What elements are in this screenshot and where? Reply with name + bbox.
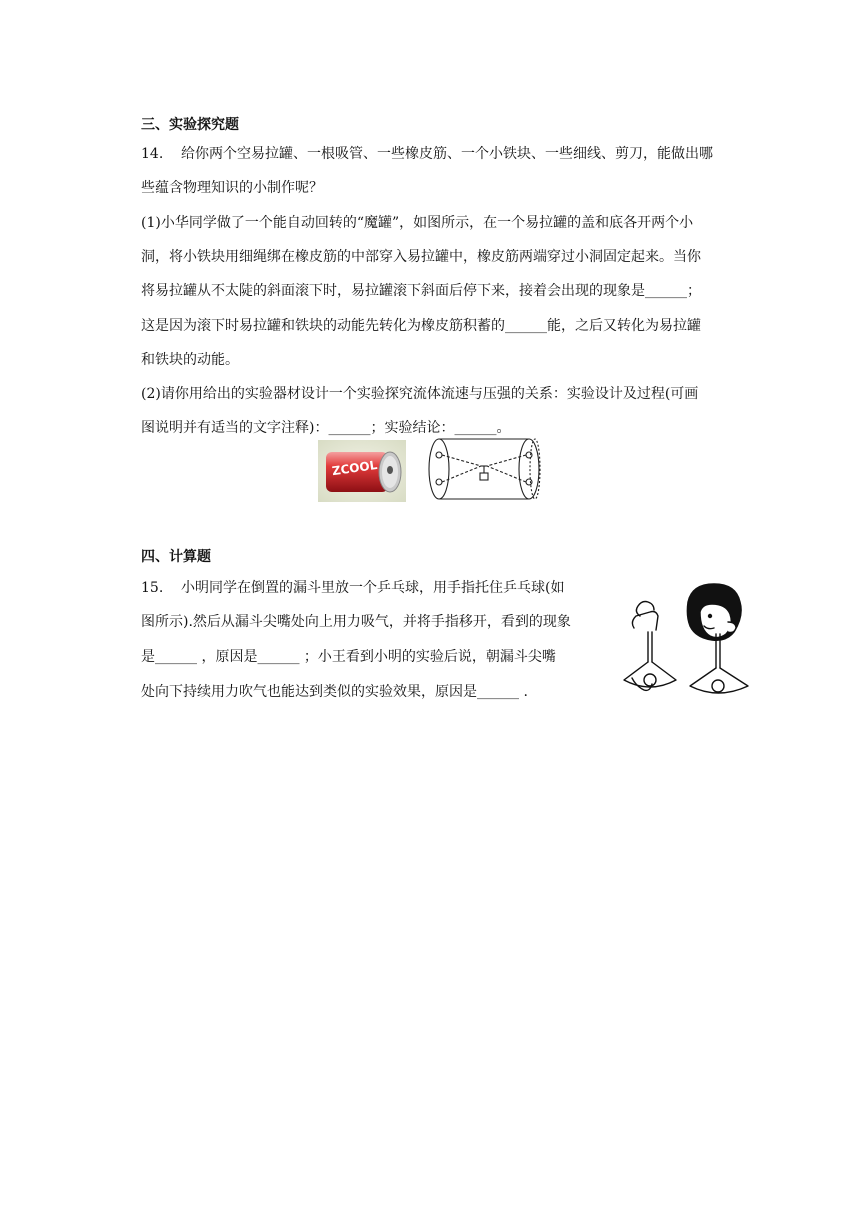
section-title-experiment: 三、实验探究题 xyxy=(141,117,239,133)
q15-line-4: 处向下持续用力吹气也能达到类似的实验效果，原因是______ . xyxy=(141,684,528,700)
q14-stem-line-2: 些蕴含物理知识的小制作呢？ xyxy=(141,180,323,196)
q14-part1-line-4: 这是因为滚下时易拉罐和铁块的动能先转化为橡皮筋积蓄的______能，之后又转化为易拉罐 xyxy=(141,318,701,334)
q14-part1-line-5: 和铁块的动能。 xyxy=(141,352,239,368)
soda-can-photo xyxy=(318,440,406,502)
q14-part2-line-2: 图说明并有适当的文字注释)：______；实验结论：______。 xyxy=(141,420,511,436)
q14-part1-line-2: 洞，将小铁块用细绳绑在橡皮筋的中部穿入易拉罐中，橡皮筋两端穿过小洞固定起来。当你 xyxy=(141,249,701,265)
section-title-calculation: 四、计算题 xyxy=(141,549,211,565)
q15-text-1: 小明同学在倒置的漏斗里放一个乒乓球，用手指托住乒乓球(如 xyxy=(181,580,565,596)
q15-line-3: 是______ ，原因是______ ；小王看到小明的实验后说，朝漏斗尖嘴 xyxy=(141,649,556,665)
q15-line-2: 图所示).然后从漏斗尖嘴处向上用力吸气，并将手指移开，看到的现象 xyxy=(141,614,571,630)
magic-can-diagram xyxy=(425,436,543,502)
q15-line-1 xyxy=(141,578,564,598)
can-brand-text: ZCOOL xyxy=(331,457,379,479)
q14-stem-text-1: 给你两个空易拉罐、一根吸管、一些橡皮筋、一个小铁块、一些细线、剪刀，能做出哪 xyxy=(181,146,713,162)
q15-number: 15. xyxy=(141,580,164,596)
q14-part2-line-1: (2)请你用给出的实验器材设计一个实验探究流体流速与压强的关系：实验设计及过程(可画 xyxy=(141,386,699,402)
q14-number: 14. xyxy=(141,146,164,162)
q14-stem-line-1 xyxy=(141,144,713,164)
q14-part1-line-3: 将易拉罐从不太陡的斜面滚下时，易拉罐滚下斜面后停下来，接着会出现的现象是______； xyxy=(141,283,701,299)
q14-part1-line-1: (1)小华同学做了一个能自动回转的“魔罐”，如图所示，在一个易拉罐的盖和底各开两个小 xyxy=(141,215,694,231)
funnel-pingpong-illustration xyxy=(618,582,760,704)
